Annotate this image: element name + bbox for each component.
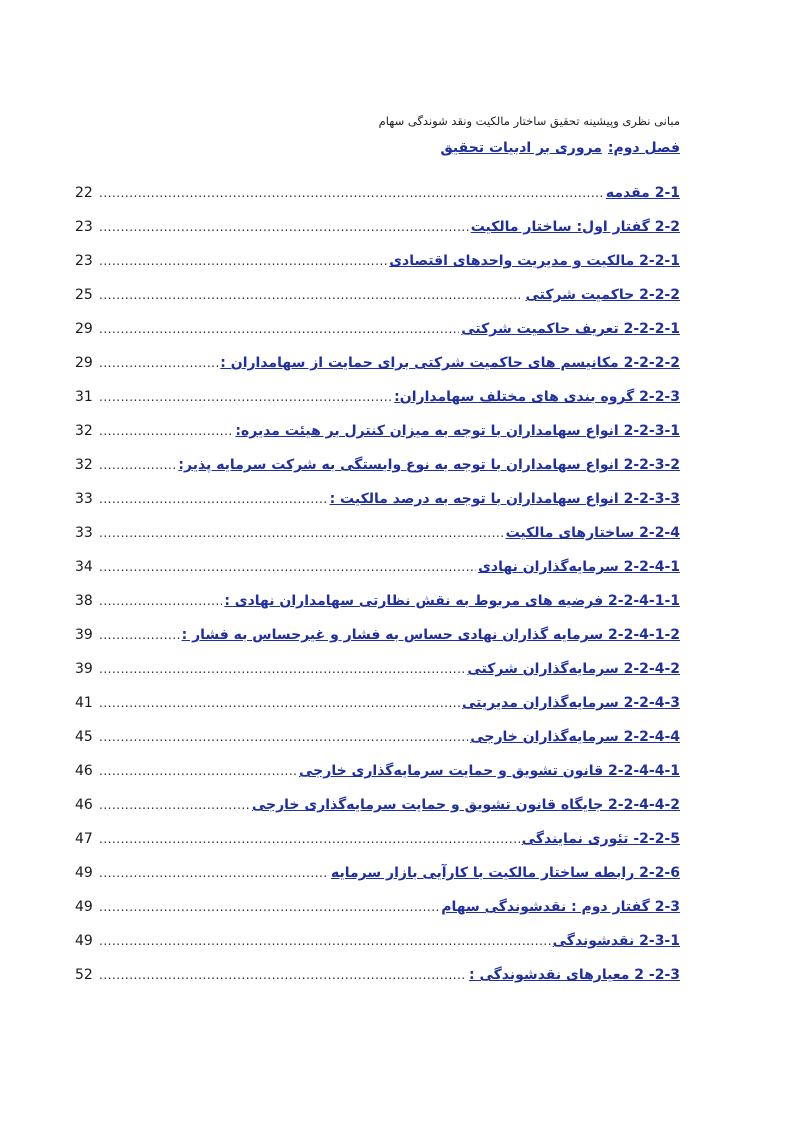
toc-page-number: 39 [75,627,93,643]
toc-page-number: 33 [75,525,93,541]
toc-page-number: 45 [75,729,93,745]
toc-page-number: 23 [75,253,93,269]
toc-entry-title[interactable]: 2-2-4-3 سرمایه‌گذاران مدیریتی [462,695,680,711]
toc-entry[interactable] [75,342,680,372]
toc-entry-title[interactable]: 2-2-2-2 مکانیسم های حاکمیت شرکتی برای حمایت از سهامداران : [220,355,680,371]
toc-page-number: 22 [75,185,93,201]
toc-entry-title[interactable]: 2-2-4-2 سرمایه‌گذاران شرکتی [467,661,680,677]
chapter-label: فصل دوم: [607,140,680,156]
toc-entry-title[interactable]: 2-3 گفتار دوم : نقدشوندگی سهام [441,899,680,915]
toc-entry[interactable] [75,886,680,916]
toc-page-number: 29 [75,321,93,337]
toc-page-number: 32 [75,423,93,439]
toc-entry-title[interactable]: 2-2-4-4 سرمایه‌گذاران خارجی [470,729,680,745]
dot-leader [99,184,604,202]
dot-leader [99,932,551,950]
toc-entry-title[interactable]: 2-3-1 نقدشوندگی [552,933,680,949]
toc-entry[interactable] [75,818,680,848]
toc-entry-title[interactable]: 2-2-3 گروه بندی های مختلف سهامداران: [394,389,680,405]
toc-page-number: 46 [75,763,93,779]
toc-entry[interactable] [75,478,680,508]
toc-entry[interactable] [75,444,680,474]
toc-entry-title[interactable]: 2-2-2 حاکمیت شرکتی [525,287,680,303]
toc-entry[interactable] [75,240,680,270]
toc-entry[interactable] [75,954,680,984]
toc-page-number: 23 [75,219,93,235]
toc-page-number: 31 [75,389,93,405]
toc-page-number: 25 [75,287,93,303]
toc-entry[interactable] [75,580,680,610]
toc-entry[interactable] [75,376,680,406]
toc-page-number: 47 [75,831,93,847]
toc-page-number: 49 [75,933,93,949]
toc-entry-title[interactable]: 2-3- 2 معیارهای نقدشوندگی : [469,967,680,983]
toc-page-number: 46 [75,797,93,813]
toc-page-number: 49 [75,865,93,881]
toc-entry-title[interactable]: 2-2-4-1-2 سرمایه گذاران نهادی حساس به فشار و غیرحساس به فشار : [181,627,680,643]
dot-leader [99,796,250,814]
toc-entry[interactable] [75,682,680,712]
dot-leader [99,252,387,270]
dot-leader [99,592,222,610]
toc-entry-title[interactable]: 2-2-4-1 سرمایه‌گذاران نهادی [478,559,680,575]
toc-entry[interactable] [75,648,680,678]
dot-leader [99,524,504,542]
toc-entry-title[interactable]: 2-2-2-1 تعریف حاکمیت شرکتی [461,321,680,337]
toc-entry-title[interactable]: 2-2-3-1 انواع سهامداران با توجه به میزان کنترل بر هیئت مدیره: [235,423,680,439]
toc-page-number: 52 [75,967,93,983]
chapter-title: مروری بر ادبیات تحقیق [440,140,602,156]
toc-entry-title[interactable]: 2-2 گفتار اول: ساختار مالکیت [470,219,680,235]
dot-leader [99,694,460,712]
toc-entry-title[interactable]: 2-2-3-3 انواع سهامداران با توجه به درصد مالکیت : [329,491,680,507]
toc-page-number: 32 [75,457,93,473]
toc-entry-title[interactable]: 2-2-4-4-1 قانون تشویق و حمایت سرمایه‌گذاری خارجی [299,763,680,779]
page-header: مبانی نظری وپیشینه تحقیق ساختار مالکیت ونقد شوندگی سهام [378,114,680,128]
dot-leader [99,490,328,508]
toc-page-number: 29 [75,355,93,371]
dot-leader [99,320,459,338]
toc-entry[interactable] [75,410,680,440]
toc-page-number: 34 [75,559,93,575]
dot-leader [99,558,476,576]
toc-page-number: 41 [75,695,93,711]
dot-leader [99,354,218,372]
toc-entry-title[interactable]: 2-2-4 ساختارهای مالکیت [505,525,680,541]
toc-entry[interactable] [75,784,680,814]
chapter-heading [110,140,680,156]
dot-leader [99,286,523,304]
toc-page-number: 49 [75,899,93,915]
dot-leader [99,626,180,644]
toc-entry[interactable] [75,546,680,576]
dot-leader [99,898,439,916]
toc-page-number: 33 [75,491,93,507]
toc-entry-title[interactable]: 2-2-4-4-2 جایگاه قانون تشویق و حمایت سرمایه‌گذاری خارجی [251,797,680,813]
toc-entry[interactable] [75,750,680,780]
toc-page-number: 39 [75,661,93,677]
toc-entry-title[interactable]: 2-2-4-1-1 فرضیه های مربوط به نقش نظارتی سهامداران نهادی : [224,593,680,609]
dot-leader [99,830,520,848]
dot-leader [99,660,465,678]
toc-entry[interactable] [75,852,680,882]
dot-leader [99,388,392,406]
toc-entry[interactable] [75,172,680,202]
toc-entry-title[interactable]: 2-2-6 رابطه ساختار مالکیت با کارآیی بازار سرمایه [331,865,680,881]
toc-entry-title[interactable]: 2-2-3-2 انواع سهامداران با توجه به نوع وابستگی به شرکت سرمایه پذیر: [178,457,680,473]
toc-entry-title[interactable]: 2-2-1 مالکیت و مدیریت واحدهای اقتصادی [389,253,680,269]
dot-leader [99,762,297,780]
dot-leader [99,422,233,440]
toc-entry[interactable] [75,274,680,304]
toc-entry[interactable] [75,920,680,950]
dot-leader [99,966,467,984]
toc-entry[interactable] [75,614,680,644]
toc-entry-title[interactable]: 2-2-5- تئوری نمایندگی [521,831,680,847]
dot-leader [99,456,176,474]
toc-entry-title[interactable]: 2-1 مقدمه [605,185,680,201]
dot-leader [99,864,329,882]
dot-leader [99,728,468,746]
toc-entry[interactable] [75,716,680,746]
dot-leader [99,218,469,236]
toc-page-number: 38 [75,593,93,609]
toc-entry[interactable] [75,308,680,338]
toc-entry[interactable] [75,512,680,542]
toc-entry[interactable] [75,206,680,236]
